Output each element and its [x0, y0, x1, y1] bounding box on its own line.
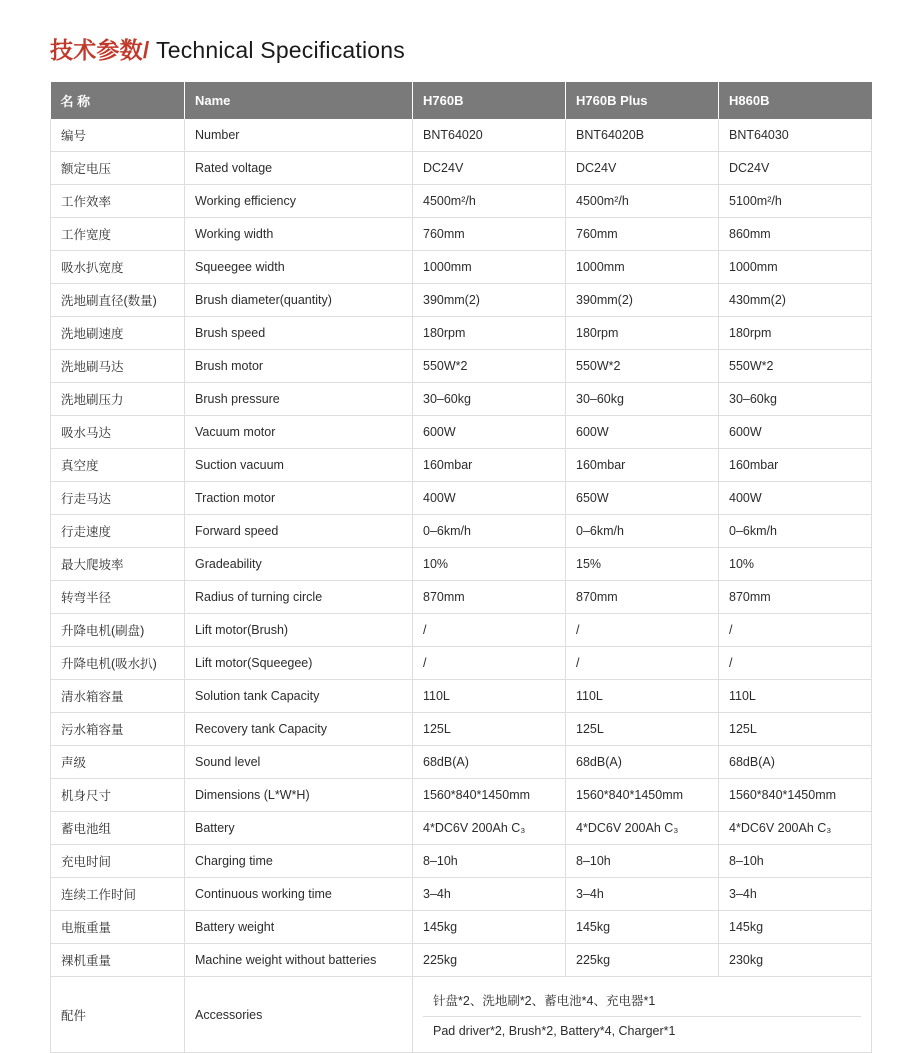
cell-model-2: 125L — [566, 713, 719, 746]
cell-model-2: 550W*2 — [566, 350, 719, 383]
cell-name-en: Forward speed — [185, 515, 413, 548]
accessories-line-cn: 针盘*2、洗地刷*2、蓄电池*4、充电器*1 — [423, 984, 861, 1017]
cell-model-2: 3–4h — [566, 878, 719, 911]
cell-model-3: 160mbar — [719, 449, 872, 482]
cell-model-2: / — [566, 647, 719, 680]
cell-name-en: Battery — [185, 812, 413, 845]
cell-model-1: 400W — [413, 482, 566, 515]
table-row — [51, 218, 872, 251]
cell-model-3: 5100m²/h — [719, 185, 872, 218]
cell-name-cn: 编号 — [51, 119, 185, 152]
cell-model-3: 860mm — [719, 218, 872, 251]
table-row — [51, 911, 872, 944]
table-header-row — [51, 82, 872, 119]
cell-model-1: 3–4h — [413, 878, 566, 911]
column-header-model-3: H860B — [719, 82, 872, 119]
cell-model-2: 4500m²/h — [566, 185, 719, 218]
cell-name-cn: 工作宽度 — [51, 218, 185, 251]
cell-name-en: Dimensions (L*W*H) — [185, 779, 413, 812]
cell-name-cn: 连续工作时间 — [51, 878, 185, 911]
column-header-model-1: H760B — [413, 82, 566, 119]
cell-name-en: Brush pressure — [185, 383, 413, 416]
cell-model-3: 10% — [719, 548, 872, 581]
table-row — [51, 317, 872, 350]
cell-model-3: 230kg — [719, 944, 872, 977]
cell-model-2: 180rpm — [566, 317, 719, 350]
specifications-table — [50, 82, 872, 1053]
cell-model-2: 30–60kg — [566, 383, 719, 416]
cell-name-cn: 清水箱容量 — [51, 680, 185, 713]
table-row — [51, 713, 872, 746]
cell-name-en: Brush motor — [185, 350, 413, 383]
cell-model-1: 550W*2 — [413, 350, 566, 383]
cell-model-1: 870mm — [413, 581, 566, 614]
cell-model-2: 1560*840*1450mm — [566, 779, 719, 812]
cell-accessories-name-cn: 配件 — [51, 977, 185, 1053]
cell-name-en: Continuous working time — [185, 878, 413, 911]
cell-model-1: 760mm — [413, 218, 566, 251]
cell-model-2: 650W — [566, 482, 719, 515]
table-body — [51, 119, 872, 1053]
cell-name-cn: 污水箱容量 — [51, 713, 185, 746]
cell-name-en: Gradeability — [185, 548, 413, 581]
cell-model-2: 0–6km/h — [566, 515, 719, 548]
table-row — [51, 119, 872, 152]
cell-model-3: 180rpm — [719, 317, 872, 350]
page-title-en: Technical Specifications — [156, 37, 405, 63]
cell-model-2: BNT64020B — [566, 119, 719, 152]
cell-model-3: 68dB(A) — [719, 746, 872, 779]
table-row — [51, 779, 872, 812]
cell-name-cn: 吸水马达 — [51, 416, 185, 449]
table-row — [51, 845, 872, 878]
cell-model-3: 145kg — [719, 911, 872, 944]
table-row — [51, 482, 872, 515]
cell-model-1: 145kg — [413, 911, 566, 944]
page-title-separator: / — [142, 37, 150, 63]
cell-model-3: 3–4h — [719, 878, 872, 911]
table-row — [51, 944, 872, 977]
cell-model-3: 1000mm — [719, 251, 872, 284]
cell-model-1: 1560*840*1450mm — [413, 779, 566, 812]
cell-model-2: 160mbar — [566, 449, 719, 482]
cell-name-en: Solution tank Capacity — [185, 680, 413, 713]
cell-name-cn: 升降电机(吸水扒) — [51, 647, 185, 680]
cell-model-2: 4*DC6V 200Ah C₃ — [566, 812, 719, 845]
cell-model-3: DC24V — [719, 152, 872, 185]
cell-model-3: / — [719, 614, 872, 647]
cell-name-en: Lift motor(Brush) — [185, 614, 413, 647]
cell-model-1: 125L — [413, 713, 566, 746]
cell-name-cn: 裸机重量 — [51, 944, 185, 977]
table-row-accessories — [51, 977, 872, 1053]
cell-model-2: 110L — [566, 680, 719, 713]
cell-name-en: Rated voltage — [185, 152, 413, 185]
cell-model-2: 1000mm — [566, 251, 719, 284]
accessories-line-en: Pad driver*2, Brush*2, Battery*4, Charger*1 — [433, 1024, 676, 1038]
table-row — [51, 251, 872, 284]
cell-name-cn: 蓄电池组 — [51, 812, 185, 845]
table-row — [51, 383, 872, 416]
cell-model-3: 0–6km/h — [719, 515, 872, 548]
cell-model-2: 390mm(2) — [566, 284, 719, 317]
cell-name-en: Charging time — [185, 845, 413, 878]
cell-model-1: 4500m²/h — [413, 185, 566, 218]
cell-name-cn: 最大爬坡率 — [51, 548, 185, 581]
table-row — [51, 350, 872, 383]
cell-model-1: 600W — [413, 416, 566, 449]
cell-model-3: 870mm — [719, 581, 872, 614]
cell-name-en: Number — [185, 119, 413, 152]
table-row — [51, 878, 872, 911]
cell-model-1: 110L — [413, 680, 566, 713]
cell-model-3: 600W — [719, 416, 872, 449]
cell-model-3: 400W — [719, 482, 872, 515]
cell-name-en: Brush speed — [185, 317, 413, 350]
cell-model-2: 225kg — [566, 944, 719, 977]
cell-name-en: Suction vacuum — [185, 449, 413, 482]
table-row — [51, 746, 872, 779]
column-header-model-2: H760B Plus — [566, 82, 719, 119]
cell-model-3: / — [719, 647, 872, 680]
cell-model-3: 8–10h — [719, 845, 872, 878]
page-title-cn: 技术参数 — [50, 37, 143, 63]
cell-model-3: BNT64030 — [719, 119, 872, 152]
cell-model-2: 145kg — [566, 911, 719, 944]
cell-name-cn: 洗地刷马达 — [51, 350, 185, 383]
cell-model-3: 110L — [719, 680, 872, 713]
cell-name-en: Sound level — [185, 746, 413, 779]
cell-name-en: Traction motor — [185, 482, 413, 515]
cell-model-2: 760mm — [566, 218, 719, 251]
cell-name-cn: 行走速度 — [51, 515, 185, 548]
cell-model-2: 15% — [566, 548, 719, 581]
cell-name-cn: 升降电机(刷盘) — [51, 614, 185, 647]
cell-model-1: 68dB(A) — [413, 746, 566, 779]
cell-name-cn: 行走马达 — [51, 482, 185, 515]
cell-name-en: Lift motor(Squeegee) — [185, 647, 413, 680]
cell-model-2: 8–10h — [566, 845, 719, 878]
cell-model-2: DC24V — [566, 152, 719, 185]
table-row — [51, 680, 872, 713]
cell-name-cn: 电瓶重量 — [51, 911, 185, 944]
cell-model-3: 4*DC6V 200Ah C₃ — [719, 812, 872, 845]
cell-name-cn: 声级 — [51, 746, 185, 779]
cell-model-2: 600W — [566, 416, 719, 449]
cell-name-en: Battery weight — [185, 911, 413, 944]
column-header-name-en: Name — [185, 82, 413, 119]
cell-model-1: 390mm(2) — [413, 284, 566, 317]
cell-model-3: 125L — [719, 713, 872, 746]
page-title — [40, 0, 872, 64]
cell-model-3: 430mm(2) — [719, 284, 872, 317]
cell-model-1: / — [413, 614, 566, 647]
cell-model-1: 0–6km/h — [413, 515, 566, 548]
cell-name-en: Recovery tank Capacity — [185, 713, 413, 746]
cell-model-1: DC24V — [413, 152, 566, 185]
cell-model-2: 870mm — [566, 581, 719, 614]
cell-name-cn: 工作效率 — [51, 185, 185, 218]
cell-model-1: 30–60kg — [413, 383, 566, 416]
cell-model-1: 8–10h — [413, 845, 566, 878]
cell-name-cn: 充电时间 — [51, 845, 185, 878]
cell-name-cn: 转弯半径 — [51, 581, 185, 614]
cell-name-cn: 洗地刷速度 — [51, 317, 185, 350]
cell-name-cn: 额定电压 — [51, 152, 185, 185]
table-row — [51, 548, 872, 581]
cell-model-2: 68dB(A) — [566, 746, 719, 779]
cell-model-3: 30–60kg — [719, 383, 872, 416]
cell-model-1: / — [413, 647, 566, 680]
table-row — [51, 614, 872, 647]
table-row — [51, 185, 872, 218]
cell-model-2: / — [566, 614, 719, 647]
cell-accessories-name-en: Accessories — [185, 977, 413, 1053]
cell-model-1: 4*DC6V 200Ah C₃ — [413, 812, 566, 845]
cell-name-en: Radius of turning circle — [185, 581, 413, 614]
table-row — [51, 812, 872, 845]
table-row — [51, 515, 872, 548]
cell-name-en: Squeegee width — [185, 251, 413, 284]
cell-name-en: Working efficiency — [185, 185, 413, 218]
table-row — [51, 152, 872, 185]
cell-model-1: 160mbar — [413, 449, 566, 482]
table-row — [51, 647, 872, 680]
cell-name-cn: 真空度 — [51, 449, 185, 482]
cell-name-en: Vacuum motor — [185, 416, 413, 449]
table-row — [51, 284, 872, 317]
cell-model-1: 1000mm — [413, 251, 566, 284]
cell-name-cn: 洗地刷压力 — [51, 383, 185, 416]
cell-name-en: Machine weight without batteries — [185, 944, 413, 977]
table-row — [51, 416, 872, 449]
cell-model-1: BNT64020 — [413, 119, 566, 152]
cell-model-3: 1560*840*1450mm — [719, 779, 872, 812]
table-row — [51, 581, 872, 614]
cell-name-en: Working width — [185, 218, 413, 251]
cell-name-en: Brush diameter(quantity) — [185, 284, 413, 317]
table-row — [51, 449, 872, 482]
cell-name-cn: 洗地刷直径(数量) — [51, 284, 185, 317]
cell-model-1: 225kg — [413, 944, 566, 977]
cell-model-1: 10% — [413, 548, 566, 581]
cell-model-3: 550W*2 — [719, 350, 872, 383]
cell-model-1: 180rpm — [413, 317, 566, 350]
table-header — [51, 82, 872, 119]
cell-name-cn: 机身尺寸 — [51, 779, 185, 812]
column-header-name-cn: 名 称 — [51, 82, 185, 119]
cell-accessories-values — [413, 977, 872, 1053]
cell-name-cn: 吸水扒宽度 — [51, 251, 185, 284]
